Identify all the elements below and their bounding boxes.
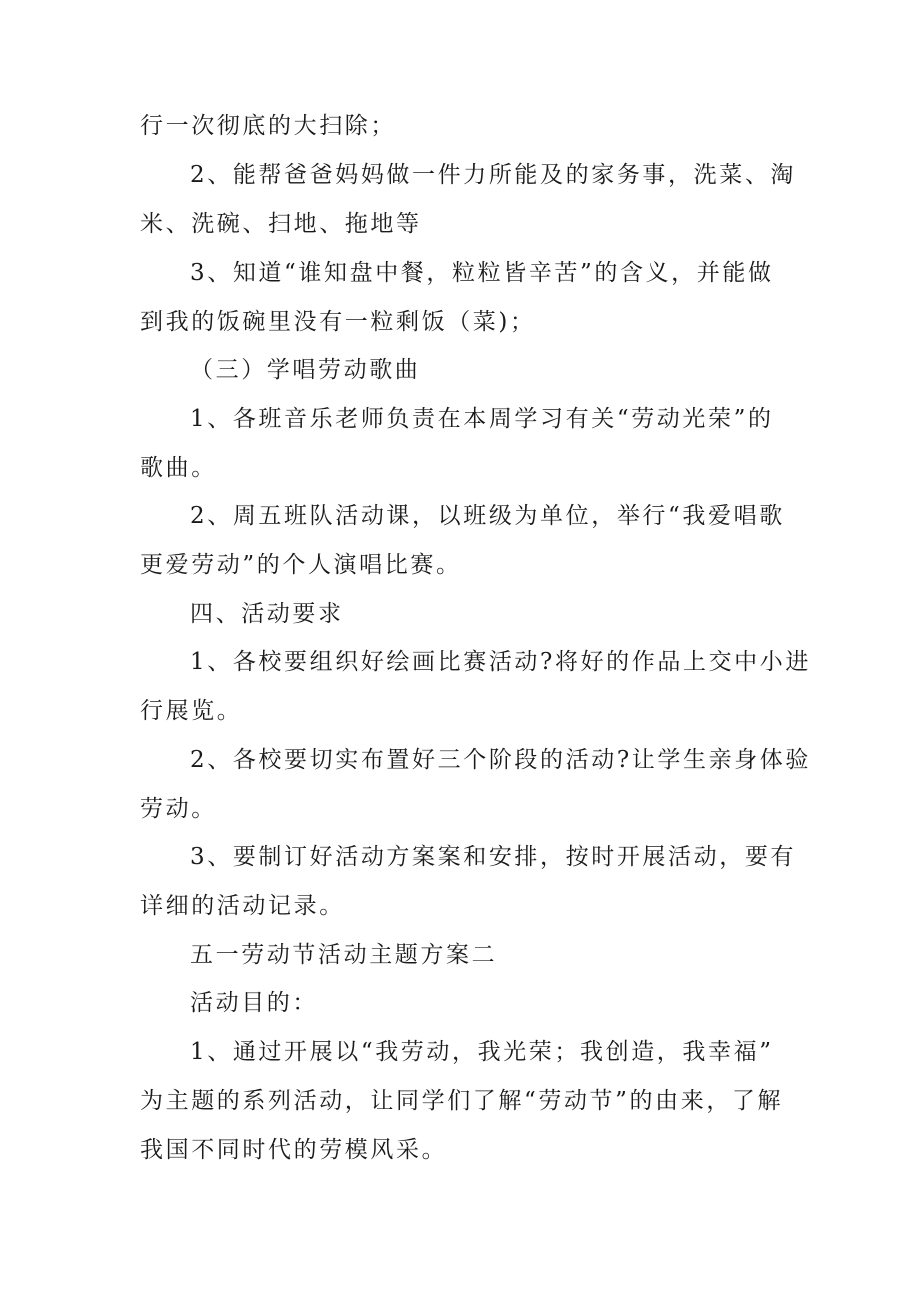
text-line: 2、周五班队活动课，以班级为单位，举行“我爱唱歌: [190, 503, 785, 529]
text-line: 歌曲。: [140, 455, 217, 481]
text-line: 1、通过开展以“我劳动，我光荣；我创造，我幸福”: [190, 1039, 774, 1065]
text-line: 行展览。: [140, 698, 243, 724]
text-line: 劳动。: [140, 796, 217, 822]
text-line: 米、洗碗、扫地、拖地等: [140, 211, 422, 237]
text-line: 3、要制订好活动方案案和安排，按时开展活动，要有: [190, 844, 797, 870]
text-line: 更爱劳动”的个人演唱比赛。: [140, 552, 462, 578]
section-heading: 四、活动要求: [190, 601, 344, 627]
text-line: 详细的活动记录。: [140, 893, 345, 919]
section-heading: （三）学唱劳动歌曲: [190, 357, 421, 383]
section-heading: 五一劳动节活动主题方案二: [190, 942, 498, 968]
text-line: 我国不同时代的劳模风采。: [140, 1137, 448, 1163]
text-line: 3、知道“谁知盘中餐，粒粒皆辛苦”的含义，并能做: [190, 260, 774, 286]
text-line: 2、各校要切实布置好三个阶段的活动?让学生亲身体验: [190, 747, 811, 773]
text-line: 为主题的系列活动，让同学们了解“劳动节”的由来，了解: [140, 1088, 784, 1114]
text-line: 2、能帮爸爸妈妈做一件力所能及的家务事，洗菜、淘: [190, 162, 797, 188]
text-line: 1、各班音乐老师负责在本周学习有关“劳动光荣”的: [190, 406, 774, 432]
text-line: 行一次彻底的大扫除；: [140, 113, 396, 139]
text-line: 到我的饭碗里没有一粒剩饭（菜)；: [140, 309, 536, 335]
section-heading: 活动目的：: [190, 990, 318, 1016]
text-line: 1、各校要组织好绘画比赛活动?将好的作品上交中小进: [190, 649, 811, 675]
